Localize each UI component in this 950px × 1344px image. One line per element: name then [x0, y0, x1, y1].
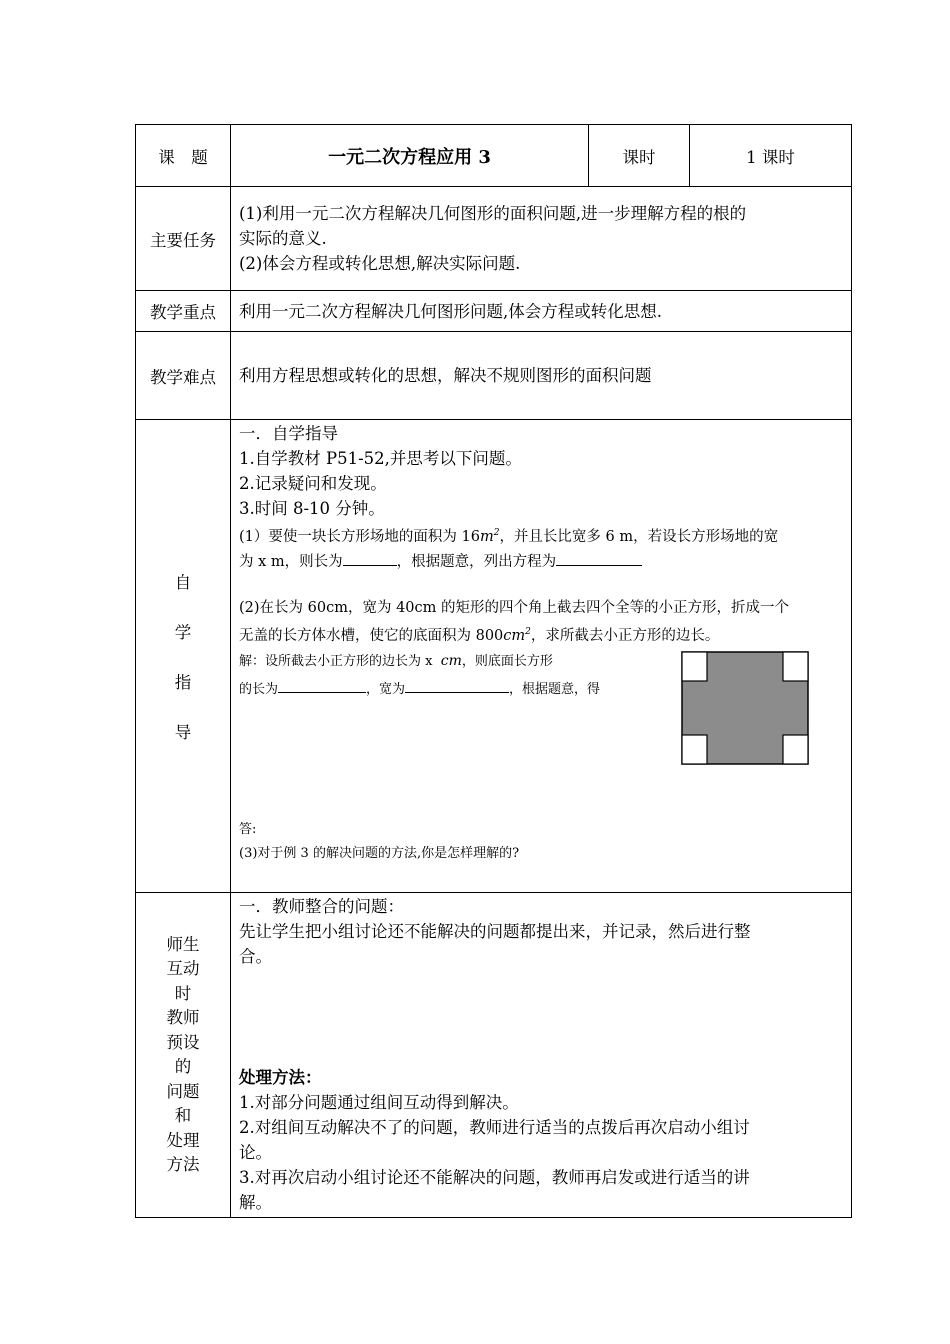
interaction-label	[136, 893, 231, 1218]
lesson-plan-table	[135, 124, 852, 1218]
interaction-label-line-2: 互动	[166, 959, 200, 978]
solution-part-e: ，根据题意，得	[509, 681, 601, 697]
focus-label: 教学重点	[136, 291, 231, 332]
period-value: 1 课时	[690, 125, 852, 187]
tasks-content	[231, 187, 852, 291]
tasks-line-3: (2)体会方程或转化思想,解决实际问题.	[239, 254, 521, 273]
difficulty-row	[136, 332, 852, 420]
difficulty-label: 教学难点	[136, 332, 231, 420]
topic-label: 课 题	[136, 125, 231, 187]
period-label: 课时	[589, 125, 690, 187]
method-2: 2.对组间互动解决不了的问题，教师进行适当的点拨后再次启动小组讨	[239, 1118, 750, 1137]
interaction-content	[231, 893, 852, 1218]
solution-unit: cm	[440, 652, 462, 669]
question-2-part-a: (2)在长为 60cm，宽为 40cm 的矩形的四个角上截去四个全等的小正方形，折成一个	[239, 599, 790, 616]
focus-text: 利用一元二次方程解决几何图形问题,体会方程或转化思想.	[231, 291, 852, 332]
lesson-title: 一元二次方程应用 3	[231, 125, 589, 187]
interaction-row	[136, 893, 852, 1218]
question-1	[239, 521, 843, 574]
corner-square-bottom-left	[682, 735, 707, 764]
question-1-part-c: 为 x m，则长为	[239, 553, 343, 570]
interaction-label-line-8: 和	[174, 1106, 192, 1125]
solution-part-c: 的长为	[239, 681, 279, 697]
question-1-unit: m	[479, 528, 494, 545]
self-study-content	[231, 420, 852, 893]
solution-part-a: 解：设所截去小正方形的边长为 x	[239, 653, 433, 669]
self-study-label-char-4: 导	[174, 723, 192, 742]
self-study-row	[136, 420, 852, 893]
method-3: 3.对再次启动小组讨论还不能解决的问题，教师再启发或进行适当的讲	[239, 1168, 750, 1187]
question-2-part-c: ，求所截去小正方形的边长。	[530, 627, 720, 644]
interaction-label-line-6: 的	[174, 1057, 192, 1076]
bottom-length-blank[interactable]	[278, 676, 366, 693]
interaction-paragraph-1: 先让学生把小组讨论还不能解决的问题都提出来，并记录，然后进行整	[239, 922, 751, 941]
corner-square-top-left	[682, 652, 707, 681]
focus-row	[136, 291, 852, 332]
self-study-item-3: 3.时间 8-10 分钟。	[239, 499, 385, 518]
self-study-heading: 一．自学指导	[239, 424, 338, 443]
question-2-sup: 2	[525, 626, 531, 637]
length-blank[interactable]	[343, 549, 397, 566]
corner-square-bottom-right	[783, 735, 808, 764]
interaction-label-line-5: 预设	[166, 1032, 200, 1052]
question-2-part-b: 无盖的长方体水槽，使它的底面积为 800	[239, 627, 504, 644]
answer-area	[239, 818, 843, 866]
equation-blank[interactable]	[556, 549, 642, 566]
difficulty-text: 利用方程思想或转化的思想，解决不规则图形的面积问题	[231, 332, 852, 420]
corner-square-top-right	[783, 652, 808, 681]
method-2b: 论。	[239, 1143, 272, 1162]
interaction-label-line-1: 师生	[166, 934, 200, 954]
interaction-label-line-7: 问题	[166, 1081, 200, 1101]
self-study-label-char-3: 指	[174, 673, 192, 692]
solution-part-b: ，则底面长方形	[461, 653, 553, 669]
tasks-row	[136, 187, 852, 291]
cut-corners-figure	[681, 651, 813, 768]
header-row	[136, 125, 852, 187]
self-study-label	[136, 420, 231, 893]
solution-part-d: ，宽为	[366, 681, 406, 697]
question-1-part-d: ，根据题意，列出方程为	[396, 553, 557, 570]
interaction-label-line-3: 时	[174, 983, 192, 1003]
interaction-label-line-10: 方法	[166, 1155, 200, 1174]
self-study-label-char-1: 自	[174, 573, 192, 592]
interaction-label-line-4: 教师	[166, 1008, 200, 1027]
question-1-part-a: (1）要使一块长方形场地的面积为 16	[239, 528, 480, 545]
interaction-label-line-9: 处理	[166, 1130, 200, 1150]
bottom-width-blank[interactable]	[405, 676, 509, 693]
self-study-item-1: 1.自学教材 P51-52,并思考以下问题。	[239, 449, 522, 468]
question-1-sup: 2	[493, 528, 500, 538]
question-3: (3)对于例 3 的解决问题的方法,你是怎样理解的?	[239, 846, 520, 861]
tasks-line-1: (1)利用一元二次方程解决几何图形的面积问题,进一步理解方程的根的	[239, 204, 747, 223]
tasks-label: 主要任务	[136, 187, 231, 291]
self-study-item-2: 2.记录疑问和发现。	[239, 474, 387, 493]
self-study-label-char-2: 学	[174, 623, 192, 642]
tasks-line-2: 实际的意义.	[239, 229, 327, 248]
answer-label: 答:	[239, 822, 257, 837]
question-2-unit: cm	[503, 627, 526, 644]
question-1-part-b: ，并且长比宽多 6 m，若设长方形场地的宽	[499, 528, 779, 545]
method-1: 1.对部分问题通过组间互动得到解决。	[239, 1093, 519, 1112]
method-3b: 解。	[239, 1193, 272, 1212]
interaction-heading: 一．教师整合的问题：	[239, 897, 404, 916]
method-title: 处理方法：	[239, 1068, 322, 1087]
interaction-paragraph-1b: 合。	[239, 947, 272, 966]
